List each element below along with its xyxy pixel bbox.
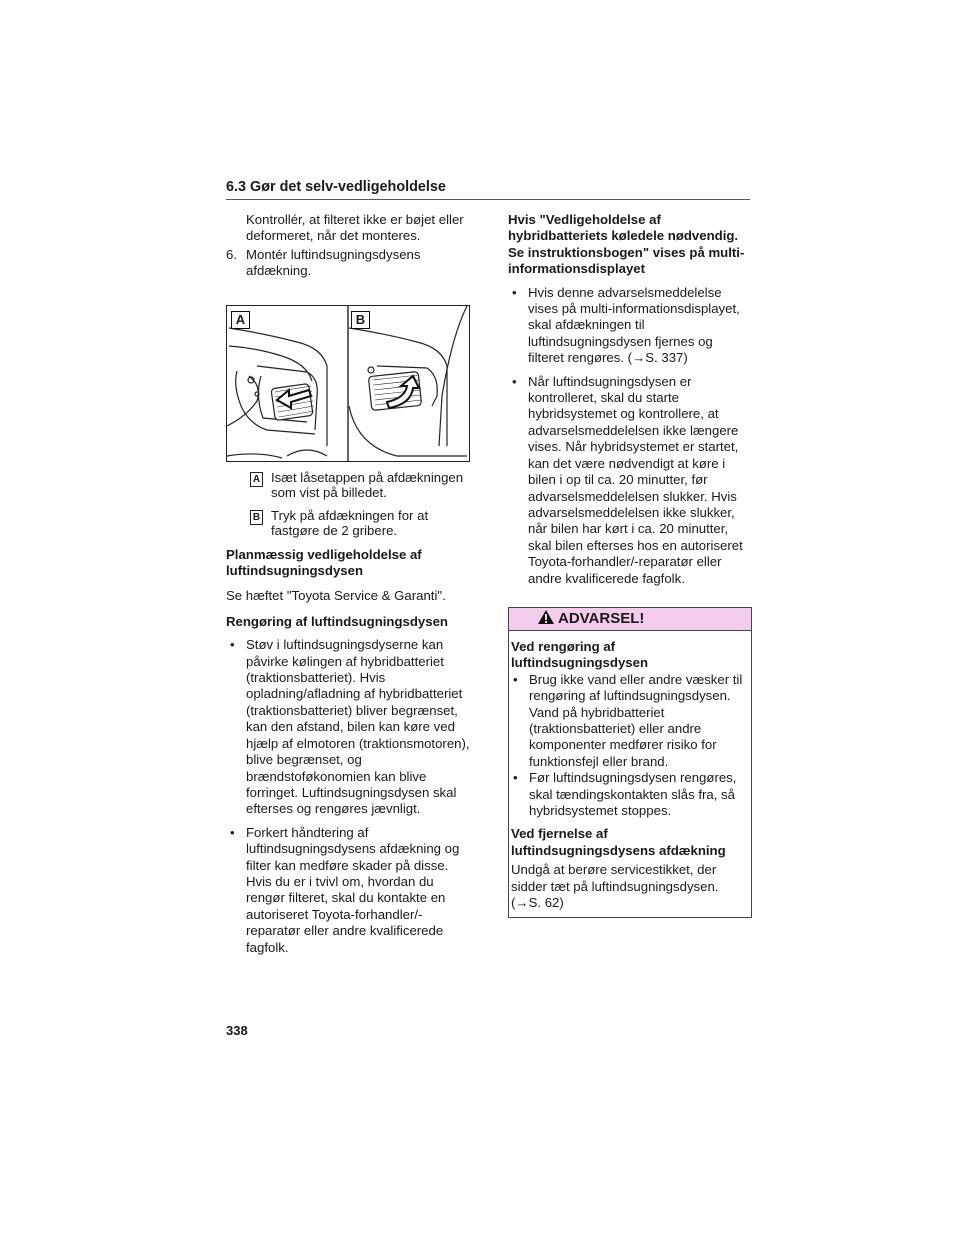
cleaning-heading: Rengøring af luftindsugningsdysen (226, 613, 448, 629)
warning-header (509, 608, 751, 631)
installation-figure (226, 305, 470, 462)
bullet-text: Brug ikke vand eller andre væsker til rengøring af luftindsugningsdysen. Vand på hybridbatteriet (traktionsbatteriet) eller andre komponenter medfører risiko for funktionsfejl eller brand. (529, 671, 743, 769)
legend-b (226, 508, 476, 538)
warning-subheading-removal: Ved fjernelse af luftindsugningsdysens afdækning (511, 826, 726, 858)
list-item (508, 374, 752, 587)
bullet-text: Når luftindsugningsdysen er kontrolleret, skal du starte hybridsystemet og kontrollere, at advarselsmeddelelsen ikke længere vises. Når hybridsystemet er startet, kan det være nødvendigt at køre i bilen i op til ca. 20 minutter, før advarselsmeddelelsen slukker. Hvis advarselsmeddelelsen ikke slukker, når bilen har kørt i ca. 20 minutter, skal bilen efterses hos en autoriseret Toyota-forhandler/-reparatør eller andre kvalificerede fagfolk. (528, 373, 743, 586)
legend-key-a: A (250, 472, 263, 487)
bullet-dot: • (513, 770, 518, 786)
list-item (226, 825, 476, 956)
bullet-dot: • (230, 824, 235, 840)
legend-text-a: Isæt låsetappen på afdækningen som vist på billedet. (271, 469, 464, 500)
bullet-text: Før luftindsugningsdysen rengøres, skal tændingskontakten slås fra, så hybridsystemet stoppes. (529, 770, 737, 818)
bullet-dot: • (513, 671, 518, 687)
warning-removal-text: Undgå at berøre servicestikket, der sidder tæt på luftindsugningsdysen. (→S. 62) (511, 862, 719, 911)
legend-text-b: Tryk på afdækningen for at fastgøre de 2 gribere. (271, 507, 429, 538)
list-item (508, 285, 752, 367)
warning-icon (537, 609, 555, 629)
left-column (226, 212, 476, 956)
step-6 (226, 247, 476, 280)
list-item (226, 637, 476, 817)
bullet-dot: • (512, 284, 517, 300)
intro-text: Kontrollér, at filteret ikke er bøjet eller deformeret, når det monteres. (246, 212, 464, 244)
legend-key-b: B (250, 510, 263, 525)
warning-title: ADVARSEL! (558, 609, 645, 627)
page-number: 338 (226, 1023, 248, 1038)
step-text: Montér luftindsugningsdysens afdækning. (246, 246, 421, 279)
bullet-dot: • (512, 373, 517, 389)
list-item (511, 672, 750, 770)
warning-box (508, 607, 752, 919)
bullet-text: Hvis denne advarselsmeddelelse vises på multi-informationsdisplayet, skal afdækningen til luftindsugningsdysen fjernes og filteret rengøres. (→S. 337) (528, 284, 740, 366)
bullet-text: Forkert håndtering af luftindsugningsdysens afdækning og filter kan medføre skader på disse. Hvis du er i tvivl om, hvordan du rengør filteret, skal du kontakte en autoriseret Toyota-forhandler/-reparatør eller andre kvalificerede fagfolk. (246, 824, 460, 955)
planned-heading: Planmæssig vedligeholdelse af luftindsugningsdysen (226, 546, 422, 579)
installation-illustration (227, 306, 469, 461)
display-message-heading: Hvis "Vedligeholdelse af hybridbatteriets køledele nødvendig. Se instruktionsbogen" vises på multi-informationsdisplayet (508, 212, 745, 277)
section-header: 6.3 Gør det selv-vedligeholdelse (226, 178, 750, 200)
figure-label-a: A (231, 311, 250, 329)
step-number: 6. (226, 246, 237, 262)
warning-body (509, 631, 751, 912)
bullet-dot: • (230, 637, 235, 653)
bullet-text: Støv i luftindsugningsdyserne kan påvirke kølingen af hybridbatteriet (traktionsbatteriet). Hvis opladning/afladning af hybridbatteriet (traktionsbatteriet) bliver begrænset, kan den afstand, bilen kan køre ved hjælp af elmotoren (traktionsmotoren), blive begrænset, og brændstoføkonomien kan blive forringet. Luftindsugningsdysen skal efterses og rengøres jævnligt. (246, 637, 470, 817)
legend-a (226, 470, 476, 500)
right-column (508, 212, 752, 918)
figure-label-b: B (351, 311, 370, 329)
list-item (511, 770, 750, 819)
planned-text: Se hæftet "Toyota Service & Garanti". (226, 588, 446, 604)
warning-subheading-cleaning: Ved rengøring af luftindsugningsdysen (511, 638, 649, 671)
